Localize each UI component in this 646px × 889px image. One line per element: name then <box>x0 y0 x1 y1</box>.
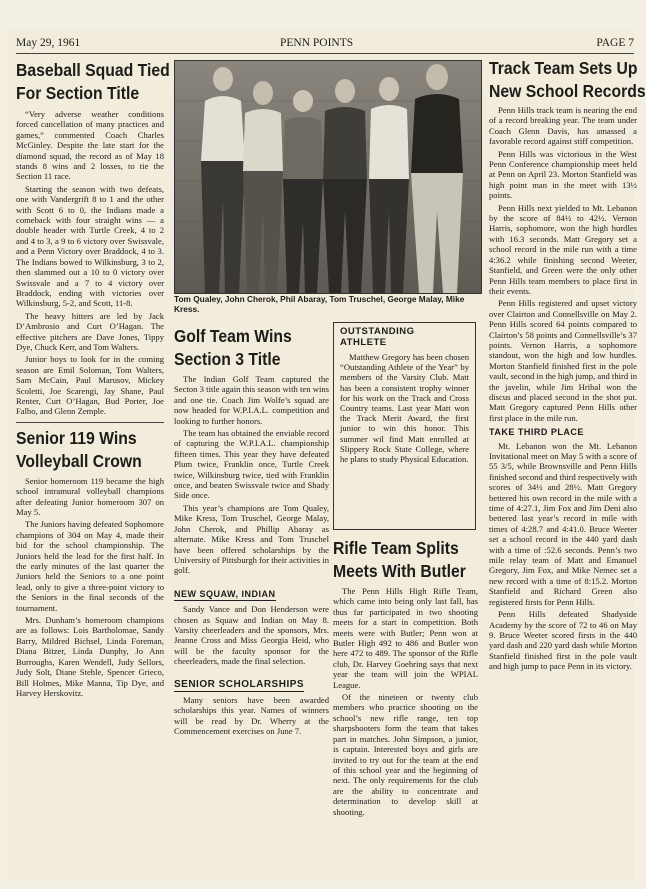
track-paragraph: Penn Hills defeated Shadyside Academy by the score of 72 to 46 on May 9. Bruce Weeter scored firsts in the 440 yard dash and 220 yard dash while Morton Stanfield finished first in the pole vault and high jump to pace Penn in its victory. <box>489 609 637 672</box>
track-paragraph: Penn Hills next yielded to Mt. Lebanon by the score of 84½ to 42½. Vernon Harris, sophomore, won the high hurdles with 16.3 seconds. Matt Gregory set a school record in the mile run with a time 4:36.2 while finishing second Weeter, Stanfield, and Green were the only other Penn Hills team members to place first in their events. <box>489 202 637 296</box>
paper-name: PENN POINTS <box>280 37 354 49</box>
outstanding-athlete-box <box>333 322 476 530</box>
baseball-headline-1: Baseball Squad Tied <box>16 60 170 80</box>
golf-article <box>174 326 329 576</box>
volleyball-headline-1: Senior 119 Wins <box>16 427 137 448</box>
volleyball-paragraph: Mrs. Dunham’s homeroom champions are as follows: Lois Bartholomae, Sandy Barry, Mildred Bichsel, Linda Foreman, Diana Bitzer, Linda Dunphy, Jo Ann Burroughs, Karen Wendell, Judy Sellors, Judy Solt, Diane Stehle, Spencer Grieco, Bill Holmes, Mike Manna, Tip Dye, and Harvey Herskovitz. <box>16 615 164 698</box>
volleyball-paragraph: Senior homeroom 119 became the high school intramural volleyball champions after defeating Junior homeroom 307 on May 5. <box>16 475 164 517</box>
golf-paragraph: This year’s champions are Tom Qualey, Mike Kress, Tom Truschel, George Malay, John Cherok, and Phillip Abaray as alternate. Mike Kress and Tom Truschel have been offered scholarships by the University of Pittsburgh for their activities in golf. <box>174 502 329 576</box>
athlete-heading-2: ATHLETE <box>340 337 387 348</box>
golf-team-photo <box>174 60 482 294</box>
volleyball-headline-2: Volleyball Crown <box>16 450 142 471</box>
golf-headline-2: Section 3 Title <box>174 349 281 369</box>
team-photo-image <box>175 61 481 293</box>
track-subheading: TAKE THIRD PLACE <box>489 427 584 438</box>
golf-paragraph: The Indian Golf Team captured the Secton 3 title again this season with ten wins and one tie. Coach Jim Wolfe’s squad are now headed for W.P.I.A.L. competition and looking to further honors. <box>174 374 329 426</box>
scholarships-heading: SENIOR SCHOLARSHIPS <box>174 680 304 692</box>
photo-caption: Tom Qualey, John Cherok, Phil Abaray, Tom Truschel, George Malay, Mike Kress. <box>174 294 465 314</box>
rifle-headline-2: Meets With Butler <box>333 561 466 581</box>
track-paragraph: Penn Hills registered and upset victory over Clairton and Connellsville on May 2. Penn Hills scored 64 points compared to Clairton’s 58 points and Connellsville’s 37 points. Vernon Harris, a sophomore standout, won the high and low hurdles. Morton Stanfield finished first in the pole vault, second in the high jump, and third in the javelin, while Jim Hribal won the discus and placed second in the shot put. Matt Gregory captured Penn Hills other first place in the mile run. <box>489 298 637 423</box>
squaw-article <box>174 585 329 667</box>
rifle-paragraph: Of the nineteen or twenty club members who practice shooting on the school’s new rifle range, ten top sharpshooters form the team that takes part in matches. John Simpson, a junior, is captain. Interested boys and girls are invited to try out for the team at the end of this school year and the beginning of next. The only requirements for the club are the ability to concentrate and determination to develop skill at shooting. <box>333 692 478 817</box>
masthead-rule <box>16 53 634 54</box>
golf-headline-1: Golf Team Wins <box>174 326 292 346</box>
squaw-paragraph: Sandy Vance and Don Henderson were chosen as Squaw and Indian on May 8. Varsity cheerleaders and the sponsors, Mrs. Jeanne Cross and Miss Georgia Heid, who will be the faculty sponsor for the cheerleaders, made the final selection. <box>174 604 329 667</box>
rifle-paragraph: The Penn Hills High Rifle Team, which came into being only last fall, has thus far participated in two shooting meets for a start in competition. Both meets were with Butler; Penn won at Butler High 492 to 486 and Butler won here 472 to 489. The sponsor of the Rifle club, Dr. Harvey Goehring says that next year the team will join the WPIAL League. <box>333 586 478 690</box>
rifle-headline-1: Rifle Team Splits <box>333 538 459 558</box>
scholarships-paragraph: Many seniors have been awarded scholarships this year. Names of winners will be read by Dr. Wherry at the Commencement exercises on June 7. <box>174 694 329 737</box>
volleyball-paragraph: The Juniors having defeated Sophomore champions of 304 on May 4, made their bid for the school championship. The Juniors held the lead for the first half. In the early minutes of the last quarter the Juniors held the Seniors to a one point lead, only to give a three-point victory to the Seniors in the final seconds of the tournament. <box>16 519 164 613</box>
issue-date: May 29, 1961 <box>16 37 81 49</box>
right-column <box>489 58 646 674</box>
track-paragraph: Penn Hills track team is nearing the end of a record breaking year. The team under Coach Glenn Davis, has amassed a favorable record against stiff competition. <box>489 105 637 147</box>
left-column <box>16 60 170 700</box>
baseball-paragraph: Junior boys to look for in the coming season are Emil Soloman, Tom Walters, Sam McCain, Paul Marusov, Mickey Scoletti, Joe Scarengi, Jay Shane, Paul Renter, Curt O’Hagan, Bud Porter, Joe Falbo, and Glenn Zemple. <box>16 354 164 417</box>
golf-paragraph: The team has obtained the enviable record of capturing the W.P.I.A.L. championship fifteen times. This year they have defeated Plum twice, Franklin once, Turtle Creek twice, Wilkinsburg twice, tied with Franklin once, and beaten Swissvale twice and Shady Side once. <box>174 428 329 501</box>
rifle-article <box>333 538 478 819</box>
baseball-paragraph: The heavy hitters are led by Jack D’Ambrosio and Curt O’Hagan. The effective pitchers are Dave Jones, Tippy Dye, Chuck Kerr, and Tom Walters. <box>16 310 164 352</box>
squaw-heading: NEW SQUAW, INDIAN <box>174 589 276 601</box>
track-paragraph: Mt. Lebanon won the Mt. Lebanon Invitational meet on May 5 with a score of 55 3/5, while Brownsville and Penn Hills finished second and third respectively with scores of 34½ and 28½. Matt Gregory bettered his own record in the mile with a time of 4:27.1, Jim Fox and Jim Deni also bettered last year’s record in mile with times of 4:28.7 and 4:41.0. Bruce Weeter set a school record in the 440 yard dash with a time of :52.6 seconds. Penn’s two mile relay team of Matt and Emanuel Gregory, Jim Fox, and Mike Nemec set a new record with a time of 8:15.2. Morton Stanfield and Richard Green also registered firsts for Penn Hills. <box>489 440 637 607</box>
volleyball-article <box>16 428 164 699</box>
track-headline-1: Track Team Sets Up <box>489 58 638 78</box>
athlete-heading-1: OUTSTANDING <box>340 326 415 337</box>
track-paragraph: Penn Hills was victorious in the West Penn Conference championship meet held at Penn on April 23. Morton Stanfield was high point man in the meet with 13½ points. <box>489 148 637 201</box>
baseball-paragraph: Starting the season with two defeats, one with Vandergrift 8 to 1 and the other with Scott 6 to 0, the Indians made a comeback with four straight wins — a double header with Turtle Creek, 4 to 2 and 4 to 3, a 9 to 6 victory over Swissvale, and a Penn Victory over Braddock, 4 to 3. The Indians bowed to Wilkinsburg, 3 to 2, then slammed out a 10 to 0 victory over Swissvale and a 7 to 4 victory over Braddock, ending with victories over Wilkinsburg, 5-2, and Scott, 11-8. <box>16 183 164 309</box>
baseball-article <box>16 60 170 417</box>
scholarships-article <box>174 676 329 737</box>
column-divider <box>16 422 164 423</box>
middle-left-column <box>174 326 329 739</box>
masthead <box>16 37 634 51</box>
baseball-paragraph: “Very adverse weather conditions forced cancellation of many practices and games,” commented Coach Charles McGinley. Despite the late start for the diamond squad, the record as of May 18 stands 8 wins and 2 losses, to tie the Section 11 race. <box>16 109 164 182</box>
page-number: PAGE 7 <box>596 37 634 49</box>
athlete-paragraph: Matthew Gregory has been chosen “Outstanding Athlete of the Year” by members of the Varsity Club. Matt has been a consistent trophy winner for his work on the Track and Cross Country teams. Last year Matt won the Track Merit Award, the first junior to win this honor. This summer wil find Matt enrolled at Slippery Rock State College, where he plans to study Physical Education. <box>340 352 469 465</box>
track-headline-2: New School Records <box>489 81 646 101</box>
baseball-headline-2: For Section Title <box>16 83 140 103</box>
